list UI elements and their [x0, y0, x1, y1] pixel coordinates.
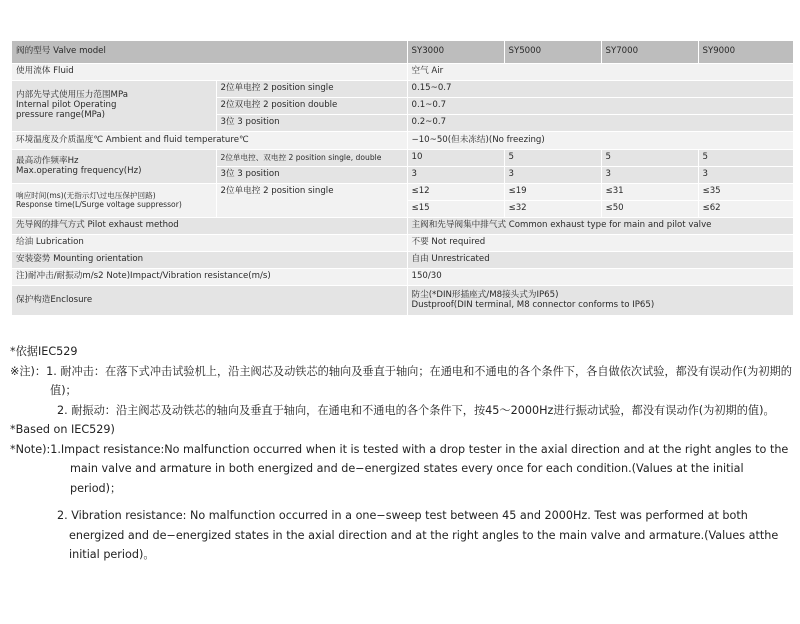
- header-label: 阀的型号 Valve model: [12, 41, 407, 64]
- pressure-sub: 2位双电控 2 position double: [216, 98, 407, 115]
- fluid-value: 空气 Air: [407, 64, 793, 81]
- temperature-row: [12, 132, 793, 150]
- impact-label: 注)耐冲击/耐振动m/s2 Note)Impact/Vibration resistance(m/s): [12, 269, 407, 286]
- frequency-label-en: Max.operating frequency(Hz): [16, 165, 142, 176]
- fluid-label: 使用流体 Fluid: [12, 64, 407, 81]
- fluid-row: [12, 64, 793, 81]
- cn-basis-note: *依据IEC529: [10, 345, 78, 358]
- pressure-label-en1: Internal pilot Operating: [16, 100, 117, 111]
- pressure-value: 0.2~0.7: [407, 115, 793, 132]
- en-basis-note: *Based on IEC529): [10, 423, 115, 436]
- impact-row: [12, 269, 793, 286]
- spec-table: [12, 41, 793, 316]
- header-model: SY9000: [698, 41, 793, 64]
- header-model: SY5000: [504, 41, 601, 64]
- cn-vibration-note: 2. 耐振动：沿主阀芯及动铁芯的轴向及垂直于轴向，在通电和不通电的各个条件下，按45～2000Hz进行振动试验，都没有误动作(为初期的值)。: [57, 403, 775, 417]
- enclosure-label: 保护构造Enclosure: [12, 286, 407, 316]
- response-value: ≤62: [698, 201, 793, 218]
- pressure-label-cn: 内部先导式使用压力范围MPa: [16, 90, 129, 101]
- lubrication-value: 不要 Not required: [407, 235, 793, 252]
- exhaust-value: 主阀和先导阀集中排气式 Common exhaust type for main and pilot valve: [407, 218, 793, 235]
- response-label-cn: 响应时间(ms)(无指示灯\过电压保护回路): [16, 190, 156, 200]
- en-vibration-note: 2. Vibration resistance: No malfunction occurred in a one−sweep test between 45 and 2000Hz. Test was performed at both energized and de−energized states in the axial direction and at the right angles to the main valve and armature.(Values atthe initial period)。: [57, 509, 779, 561]
- notes-section: [10, 342, 795, 565]
- lubrication-row: [12, 235, 793, 252]
- temperature-label: 环境温度及介质温度℃ Ambient and fluid temperature℃: [12, 132, 407, 150]
- frequency-sub: 3位 3 position: [216, 167, 407, 184]
- response-value: ≤12: [407, 184, 504, 201]
- lubrication-label: 给油 Lubrication: [12, 235, 407, 252]
- pressure-value: 0.15~0.7: [407, 81, 793, 98]
- enclosure-row: [12, 286, 793, 316]
- frequency-sub: 2位单电控、双电控 2 position single, double: [216, 150, 407, 167]
- pressure-row: [12, 81, 793, 98]
- response-value: ≤50: [601, 201, 698, 218]
- pressure-label: [12, 81, 216, 132]
- pressure-sub: 3位 3 position: [216, 115, 407, 132]
- exhaust-label: 先导阀的排气方式 Pilot exhaust method: [12, 218, 407, 235]
- en-impact-note: *Note):1.Impact resistance:No malfunction occurred when it is tested with a drop tester in the axial direction and at the right angles to the main valve and armature in both energized and de−energized states every once for each condition.(Values at the initial period)；: [10, 442, 789, 495]
- frequency-value: 3: [698, 167, 793, 184]
- enclosure-value-cn: 防尘(*DIN形插座式/M8接头式为IP65): [411, 289, 559, 300]
- temperature-value: −10~50(但未冻结)(No freezing): [407, 132, 793, 150]
- header-model: SY7000: [601, 41, 698, 64]
- frequency-value: 3: [407, 167, 504, 184]
- response-label-en: Response time(L/Surge voltage suppressor): [16, 199, 182, 209]
- mounting-label: 安装姿势 Mounting orientation: [12, 252, 407, 269]
- response-value: ≤15: [407, 201, 504, 218]
- frequency-value: 5: [601, 150, 698, 167]
- frequency-label: [12, 150, 216, 184]
- enclosure-value: [407, 286, 793, 316]
- response-value: ≤32: [504, 201, 601, 218]
- frequency-value: 5: [504, 150, 601, 167]
- mounting-value: 自由 Unrestricated: [407, 252, 793, 269]
- frequency-value: 3: [504, 167, 601, 184]
- response-value: ≤31: [601, 184, 698, 201]
- enclosure-value-en: Dustproof(DIN terminal, M8 connector conforms to IP65): [411, 299, 655, 310]
- response-label: [12, 184, 216, 218]
- pressure-sub: 2位单电控 2 position single: [216, 81, 407, 98]
- frequency-label-cn: 最高动作频率Hz: [16, 155, 79, 166]
- response-value: ≤19: [504, 184, 601, 201]
- response-row: [12, 184, 793, 201]
- impact-value: 150/30: [407, 269, 793, 286]
- response-sub: 2位单电控 2 position single: [216, 184, 407, 218]
- frequency-row: [12, 150, 793, 167]
- pressure-label-en2: pressure range(MPa): [16, 109, 106, 120]
- header-row: [12, 41, 793, 64]
- response-value: ≤35: [698, 184, 793, 201]
- mounting-row: [12, 252, 793, 269]
- frequency-value: 3: [601, 167, 698, 184]
- exhaust-row: [12, 218, 793, 235]
- pressure-value: 0.1~0.7: [407, 98, 793, 115]
- frequency-value: 5: [698, 150, 793, 167]
- frequency-value: 10: [407, 150, 504, 167]
- header-model: SY3000: [407, 41, 504, 64]
- cn-impact-note: ※注)：1. 耐冲击：在落下式冲击试验机上，沿主阀芯及动铁芯的轴向及垂直于轴向；在通电和不通电的各个条件下，各自做依次试验，都没有误动作(为初期的值)；: [10, 364, 792, 397]
